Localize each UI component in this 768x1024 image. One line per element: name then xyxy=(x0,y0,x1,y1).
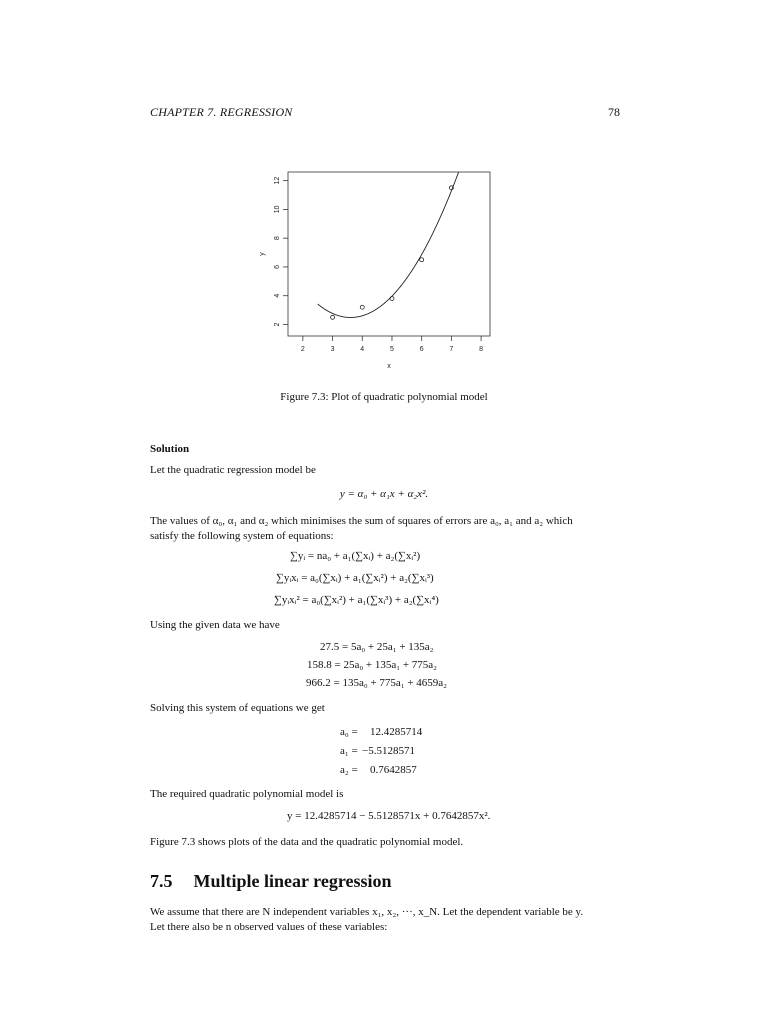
x-axis xyxy=(301,336,483,353)
x-tick-label: 4 xyxy=(360,346,365,353)
normal-equation-2: ∑yᵢxᵢ = a₀(∑xᵢ) + a₁(∑xᵢ²) + a₂(∑xᵢ³) xyxy=(276,572,434,584)
solution-a2-rhs: 0.7642857 xyxy=(370,764,417,776)
paragraph-5: The required quadratic polynomial model is xyxy=(150,788,344,800)
y-axis-label: y xyxy=(259,252,266,256)
y-tick-label: 8 xyxy=(274,236,281,241)
x-tick-label: 3 xyxy=(330,346,335,353)
y-axis xyxy=(274,177,288,327)
data-points xyxy=(331,186,454,319)
solution-a0-lhs: a₀ = xyxy=(340,726,358,738)
x-tick-label: 8 xyxy=(479,346,484,353)
fitted-curve xyxy=(318,172,459,317)
plot-frame xyxy=(288,172,490,336)
data-point xyxy=(360,305,364,309)
paragraph-7a: We assume that there are N independent variables x₁, x₂, ···, x_N. Let the dependent variable be y. xyxy=(150,906,584,918)
page-number: 78 xyxy=(608,105,620,119)
solution-a0-rhs: 12.4285714 xyxy=(370,726,423,738)
solution-a1-rhs: −5.5128571 xyxy=(362,745,415,757)
quadratic-fit-plot xyxy=(259,160,506,375)
normal-equation-1: ∑yᵢ = na₀ + a₁(∑xᵢ) + a₂(∑xᵢ²) xyxy=(290,550,421,562)
solution-a2-lhs: a₂ = xyxy=(340,764,358,776)
x-tick-label: 7 xyxy=(449,346,454,353)
solution-heading: Solution xyxy=(150,443,190,455)
paragraph-6: Figure 7.3 shows plots of the data and the quadratic polynomial model. xyxy=(150,836,464,848)
x-tick-label: 2 xyxy=(300,346,305,353)
data-point xyxy=(331,315,335,319)
section-number: 7.5 xyxy=(150,871,173,891)
solution-a1-lhs: a₁ = xyxy=(340,745,358,757)
data-equation-1: 27.5 = 5a₀ + 25a₁ + 135a₂ xyxy=(320,641,434,653)
paragraph-2a: The values of α₀, α₁ and α₂ which minimises the sum of squares of errors are a₀, a₁ and a₂ which xyxy=(150,515,573,527)
y-tick-label: 6 xyxy=(274,264,281,269)
paragraph-4: Solving this system of equations we get xyxy=(150,702,325,714)
data-equation-2: 158.8 = 25a₀ + 135a₁ + 775a₂ xyxy=(307,659,438,671)
data-equation-3: 966.2 = 135a₀ + 775a₁ + 4659a₂ xyxy=(306,677,448,689)
y-tick-label: 12 xyxy=(274,176,281,185)
final-model-equation: y = 12.4285714 − 5.5128571x + 0.7642857x². xyxy=(287,810,491,822)
running-header-chapter: CHAPTER 7. REGRESSION xyxy=(150,105,293,119)
data-point xyxy=(420,258,424,262)
section-heading xyxy=(150,871,392,892)
paragraph-7b: Let there also be n observed values of these variables: xyxy=(150,921,388,933)
paragraph-1: Let the quadratic regression model be xyxy=(150,464,316,476)
data-point xyxy=(390,297,394,301)
paragraph-3: Using the given data we have xyxy=(150,619,280,631)
paragraph-2b: satisfy the following system of equations: xyxy=(150,530,334,542)
y-tick-label: 10 xyxy=(274,205,281,214)
normal-equation-3: ∑yᵢxᵢ² = a₀(∑xᵢ²) + a₁(∑xᵢ³) + a₂(∑xᵢ⁴) xyxy=(274,594,439,606)
y-tick-label: 4 xyxy=(274,293,281,298)
x-tick-label: 6 xyxy=(419,346,424,353)
x-tick-label: 5 xyxy=(390,346,394,353)
y-tick-label: 2 xyxy=(274,322,281,327)
figure-caption: Figure 7.3: Plot of quadratic polynomial model xyxy=(280,391,488,403)
section-title: Multiple linear regression xyxy=(193,871,392,891)
x-axis-label: x xyxy=(387,363,391,370)
model-equation: y = α₀ + α₁x + α₂x². xyxy=(339,488,429,500)
